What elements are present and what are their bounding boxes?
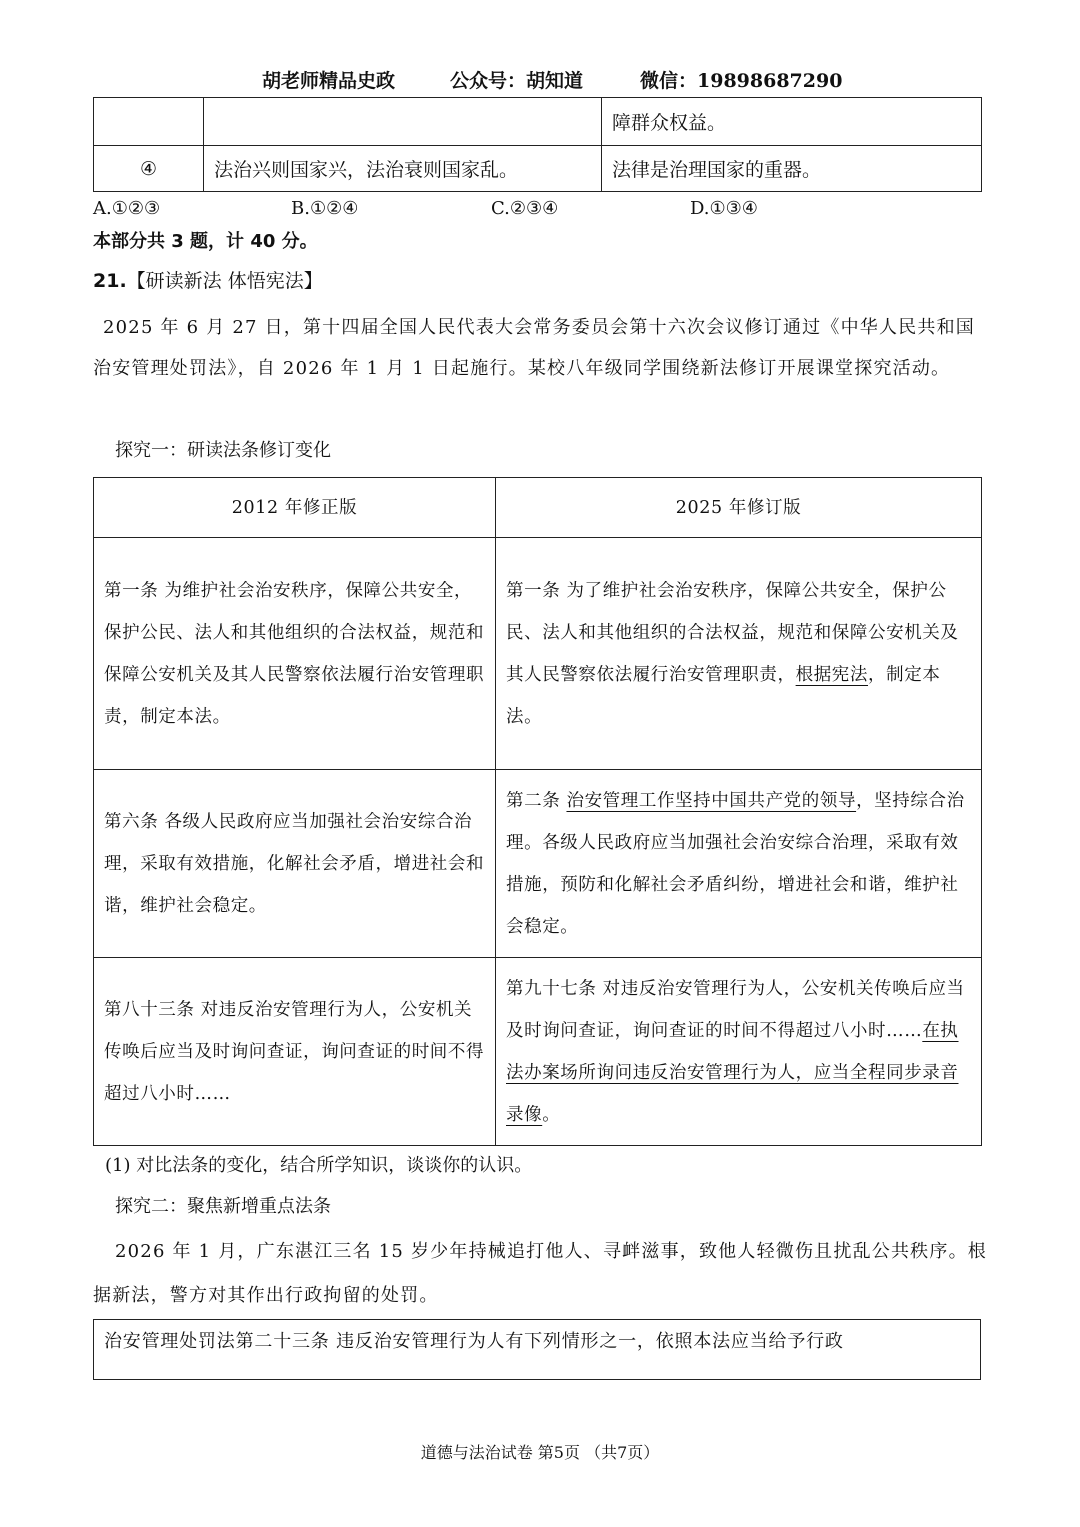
new-article [496, 538, 982, 770]
law-excerpt-text: 治安管理处罚法第二十三条 违反治安管理行为人有下列情形之一，依照本法应当给予行政 [94, 1320, 981, 1380]
table-row [94, 98, 982, 146]
row-col2: 法律是治理国家的重器。 [602, 146, 982, 192]
row-col2: 障群众权益。 [602, 98, 982, 146]
table-row [94, 770, 982, 958]
row-number: ④ [94, 146, 204, 192]
table-header-row [94, 478, 982, 538]
column-header-2025: 2025 年修订版 [496, 478, 982, 538]
header-brand: 胡老师精品史政 [262, 70, 396, 92]
sub-question-1: (1) 对比法条的变化，结合所学知识，谈谈你的认识。 [105, 1155, 533, 1176]
row-col1: 法治兴则国家兴，法治衰则国家乱。 [204, 146, 602, 192]
case-description: 2026 年 1 月，广东湛江三名 15 岁少年持械追打他人、寻衅滋事，致他人轻微伤且扰乱公共秩序。根据新法，警方对其作出行政拘留的处罚。 [93, 1241, 987, 1306]
new-text-after: ，制定本法。 [506, 664, 941, 727]
option-d: D.①③④ [690, 198, 758, 219]
option-c: C.②③④ [491, 198, 559, 219]
choice-options [93, 198, 893, 224]
law-excerpt-box [93, 1319, 981, 1380]
table-row [94, 538, 982, 770]
new-article [496, 958, 982, 1146]
inquiry-two-label: 探究二：聚焦新增重点法条 [115, 1196, 331, 1217]
inquiry-one-label: 探究一：研读法条修订变化 [115, 440, 331, 461]
law-comparison-table [93, 477, 982, 1146]
header-account: 公众号：胡知道 [450, 70, 584, 92]
question-heading: 【研读新法 体悟宪法】 [126, 270, 323, 292]
header-wechat: 微信：19898687290 [640, 70, 843, 92]
question-title [93, 266, 323, 293]
section-note: 本部分共 3 题，计 40 分。 [93, 231, 318, 252]
old-article: 第六条 各级人民政府应当加强社会治安综合治理，采取有效措施，化解社会矛盾，增进社会和谐，维护社会稳定。 [94, 770, 496, 958]
question-number: 21. [93, 270, 127, 292]
row-col1 [204, 98, 602, 146]
new-text-before: 第一条 为了维护社会治安秩序，保障公共安全，保护公民、法人和其他组织的合法权益，规范和保障公安机关及其人民警察依法履行治安管理职责， [506, 580, 959, 685]
question-intro: 2025 年 6 月 27 日，第十四届全国人民代表大会常务委员会第十六次会议修订通过《中华人民共和国治安管理处罚法》，自 2026 年 1 月 1 日起施行。某校八年级同学围绕新法修订开展课堂探究活动。 [93, 317, 975, 379]
option-b: B.①②④ [291, 198, 359, 219]
old-article: 第八十三条 对违反治安管理行为人，公安机关传唤后应当及时询问查证，询问查证的时间不得超过八小时…… [94, 958, 496, 1146]
new-text-underlined: 治安管理工作坚持中国共产党的领导 [566, 790, 857, 811]
new-text-before: 第二条 [506, 790, 567, 811]
row-number [94, 98, 204, 146]
new-text-underlined: 在执法办案场所询问违反治安管理行为人，应当全程同步录音录像 [506, 1020, 959, 1125]
table-row [94, 146, 982, 192]
page-footer: 道德与法治试卷 第5页 （共7页） [420, 1443, 660, 1462]
new-article [496, 770, 982, 958]
table-row [94, 958, 982, 1146]
old-article: 第一条 为维护社会治安秩序，保障公共安全，保护公民、法人和其他组织的合法权益，规范和保障公安机关及其人民警察依法履行治安管理职责，制定本法。 [94, 538, 496, 770]
new-text-after: 。 [542, 1104, 561, 1125]
new-text-underlined: 根据宪法 [795, 664, 869, 685]
answer-options-table [93, 97, 982, 192]
page-header [262, 66, 962, 96]
new-text-before: 第九十七条 对违反治安管理行为人，公安机关传唤后应当及时询问查证，询问查证的时间不得超过八小时…… [506, 978, 965, 1041]
option-a: A.①②③ [93, 198, 161, 219]
column-header-2012: 2012 年修正版 [94, 478, 496, 538]
new-text-after: ，坚持综合治理。各级人民政府应当加强社会治安综合治理，采取有效措施，预防和化解社会矛盾纠纷，增进社会和谐，维护社会稳定。 [506, 790, 965, 937]
table-row [94, 1320, 981, 1380]
